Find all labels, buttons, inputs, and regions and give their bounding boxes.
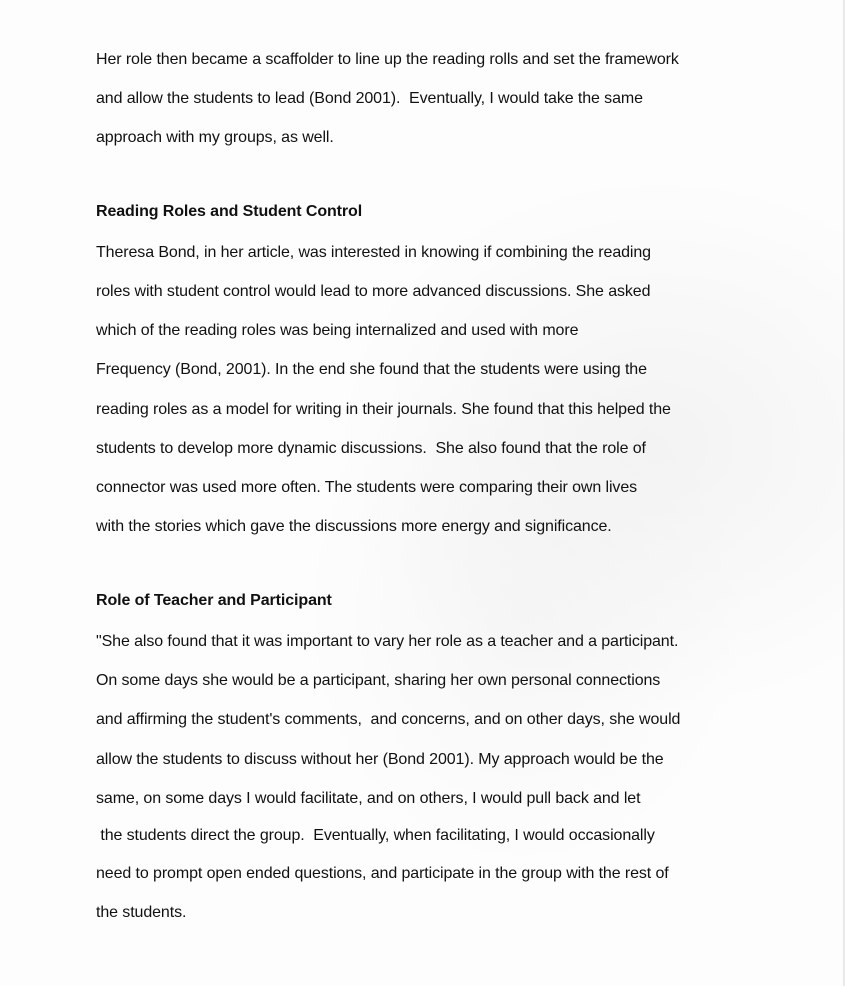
paragraph-line: connector was used more often. The students were comparing their own lives (96, 479, 638, 496)
paragraph-line: reading roles as a model for writing in their journals. She found that this helped the (96, 401, 671, 418)
paragraph-line: approach with my groups, as well. (96, 129, 334, 146)
paragraph-line: the students direct the group. Eventually, when facilitating, I would occasionally (96, 827, 655, 844)
section-heading-reading-roles: Reading Roles and Student Control (96, 203, 363, 220)
paragraph-line: need to prompt open ended questions, and participate in the group with the rest of (96, 865, 669, 882)
paragraph-line: the students. (96, 904, 187, 921)
paragraph-line: with the stories which gave the discussions more energy and significance. (96, 518, 612, 535)
paragraph-line: students to develop more dynamic discussions. She also found that the role of (96, 440, 646, 457)
paragraph-line: Frequency (Bond, 2001). In the end she found that the students were using the (96, 361, 647, 378)
paragraph-line: same, on some days I would facilitate, and on others, I would pull back and let (96, 790, 641, 807)
paragraph-line: and affirming the student's comments, and concerns, and on other days, she would (96, 711, 681, 728)
paragraph-line: and allow the students to lead (Bond 2001). Eventually, I would take the same (96, 90, 643, 107)
paragraph-line: allow the students to discuss without her (Bond 2001). My approach would be the (96, 751, 664, 768)
section-heading-role-of-teacher: Role of Teacher and Participant (96, 592, 332, 609)
paragraph-line: Her role then became a scaffolder to line up the reading rolls and set the framework (96, 51, 679, 68)
paragraph-line: "She also found that it was important to vary her role as a teacher and a participant. (96, 633, 679, 650)
paragraph-line: Theresa Bond, in her article, was interested in knowing if combining the reading (96, 244, 651, 261)
paragraph-line: which of the reading roles was being internalized and used with more (96, 322, 579, 339)
paragraph-line: roles with student control would lead to more advanced discussions. She asked (96, 283, 651, 300)
paragraph-line: On some days she would be a participant, sharing her own personal connections (96, 672, 661, 689)
